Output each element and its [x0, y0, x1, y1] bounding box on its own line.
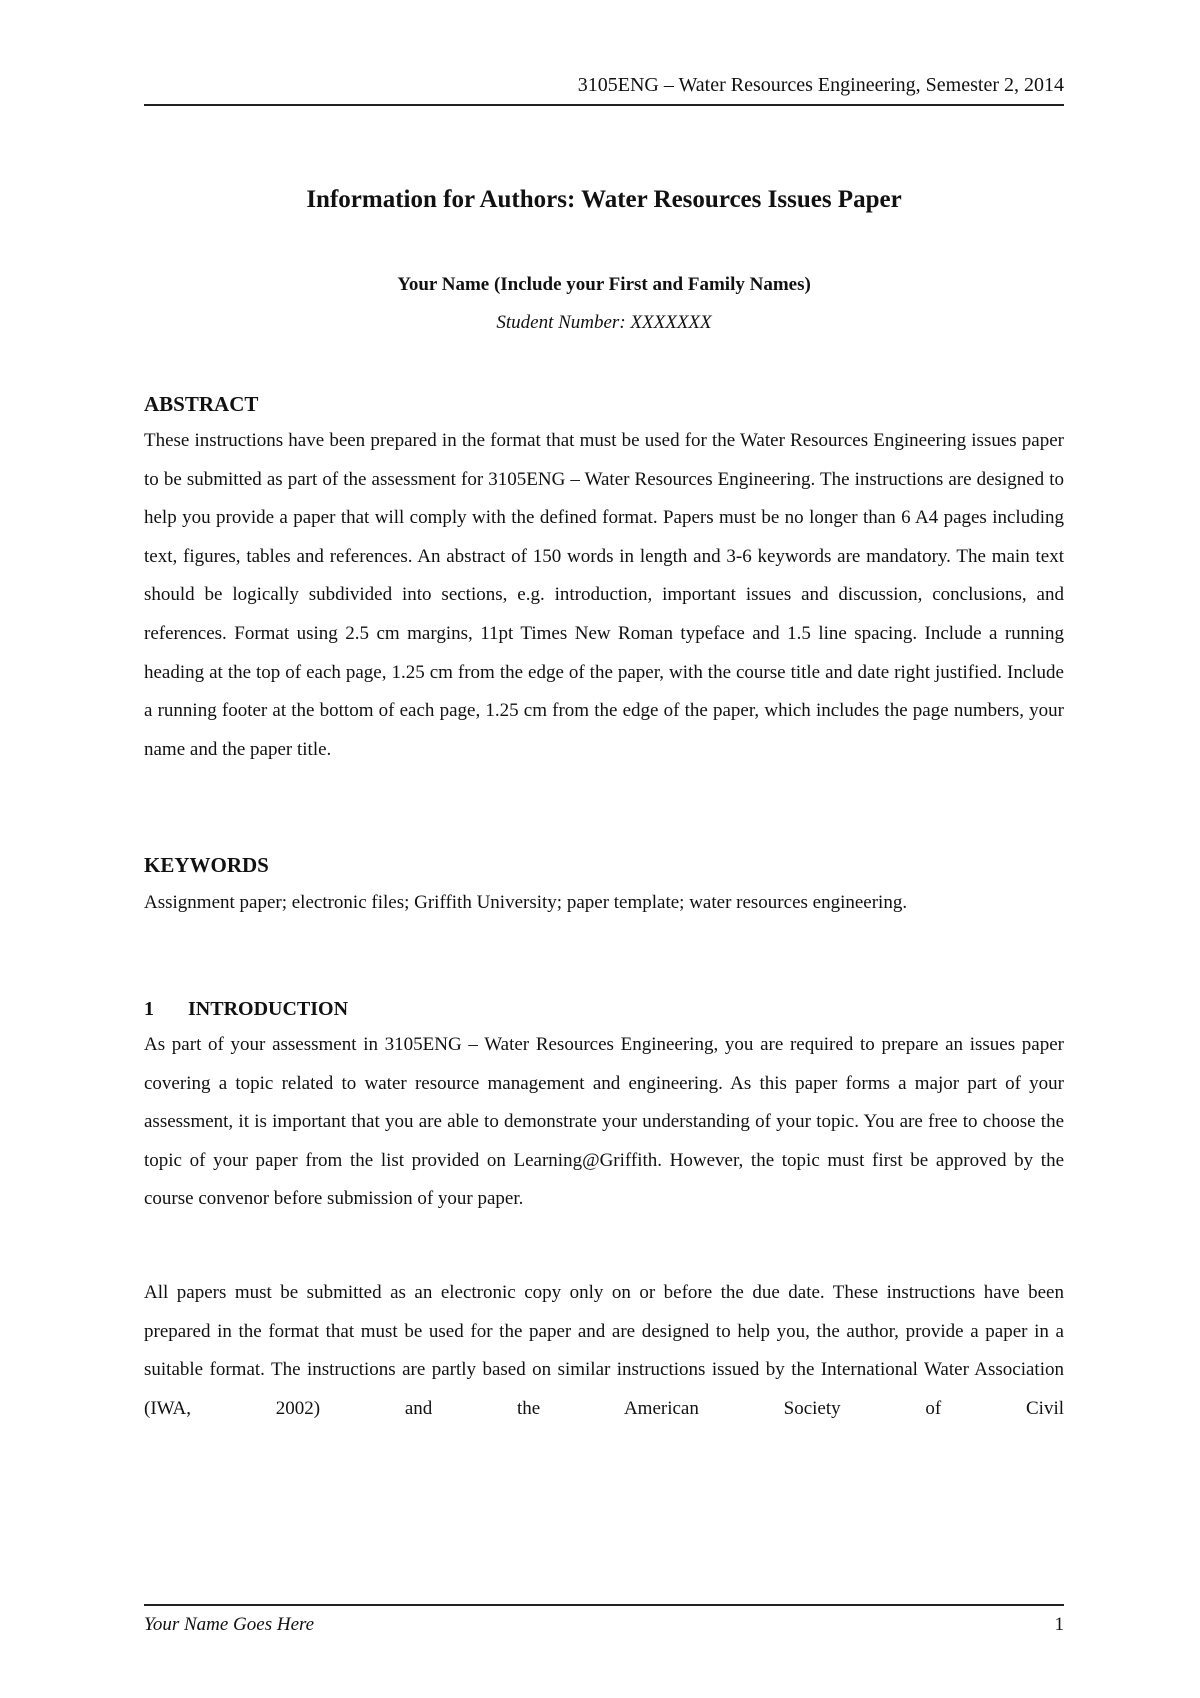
section-number: 1 — [144, 998, 154, 1020]
running-header — [144, 72, 1064, 106]
introduction-paragraph-2: All papers must be submitted as an electronic copy only on or before the due date. These instructions have been prepared in the format that must be used for the paper and are designed to help you, the author, provide a paper in a suitable format. The instructions are partly based on similar instructions issued by the International Water Association (IWA, 2002) and the American Society of Civil — [144, 1282, 1064, 1419]
abstract-heading: ABSTRACT — [144, 392, 259, 416]
keywords-text: Assignment paper; electronic files; Griffith University; paper template; water resources engineering. — [144, 892, 908, 913]
author-name: Your Name (Include your First and Family Names) — [397, 274, 811, 295]
running-header-title: 3105ENG – Water Resources Engineering, Semester 2, 2014 — [577, 74, 1064, 96]
document-page — [144, 0, 1064, 1698]
introduction-paragraph-1: As part of your assessment in 3105ENG – Water Resources Engineering, you are required to prepare an issues paper covering a topic related to water resource management and engineering. As this paper forms a major part of your assessment, it is important that you are able to demonstrate your understanding of your topic. You are free to choose the topic of your paper from the list provided on Learning@Griffith. However, the topic must first be approved by the course convenor before submission of your paper. — [144, 1034, 1064, 1210]
running-footer — [144, 1604, 1064, 1638]
footer-page-number: 1 — [1054, 1614, 1064, 1635]
paper-title: Information for Authors: Water Resources Issues Paper — [306, 186, 902, 213]
abstract-text: These instructions have been prepared in the format that must be used for the Water Resources Engineering issues paper to be submitted as part of the assessment for 3105ENG – Water Resources Engineering. The instructions are designed to help you provide a paper that will comply with the defined format. Papers must be no longer than 6 A4 pages including text, figures, tables and references. An abstract of 150 words in length and 3-6 keywords are mandatory. The main text should be logically subdivided into sections, e.g. introduction, important issues and discussion, conclusions, and references. Format using 2.5 cm margins, 11pt Times New Roman typeface and 1.5 line spacing. Include a running heading at the top of each page, 1.25 cm from the edge of the paper, with the course title and date right justified. Include a running footer at the bottom of each page, 1.25 cm from the edge of the paper, which includes the page numbers, your name and the paper title. — [144, 430, 1064, 760]
student-number: Student Number: XXXXXXX — [496, 312, 712, 333]
footer-author-name: Your Name Goes Here — [144, 1614, 315, 1635]
section-title: INTRODUCTION — [188, 998, 349, 1020]
introduction-heading — [144, 995, 348, 1023]
keywords-heading: KEYWORDS — [144, 853, 269, 877]
